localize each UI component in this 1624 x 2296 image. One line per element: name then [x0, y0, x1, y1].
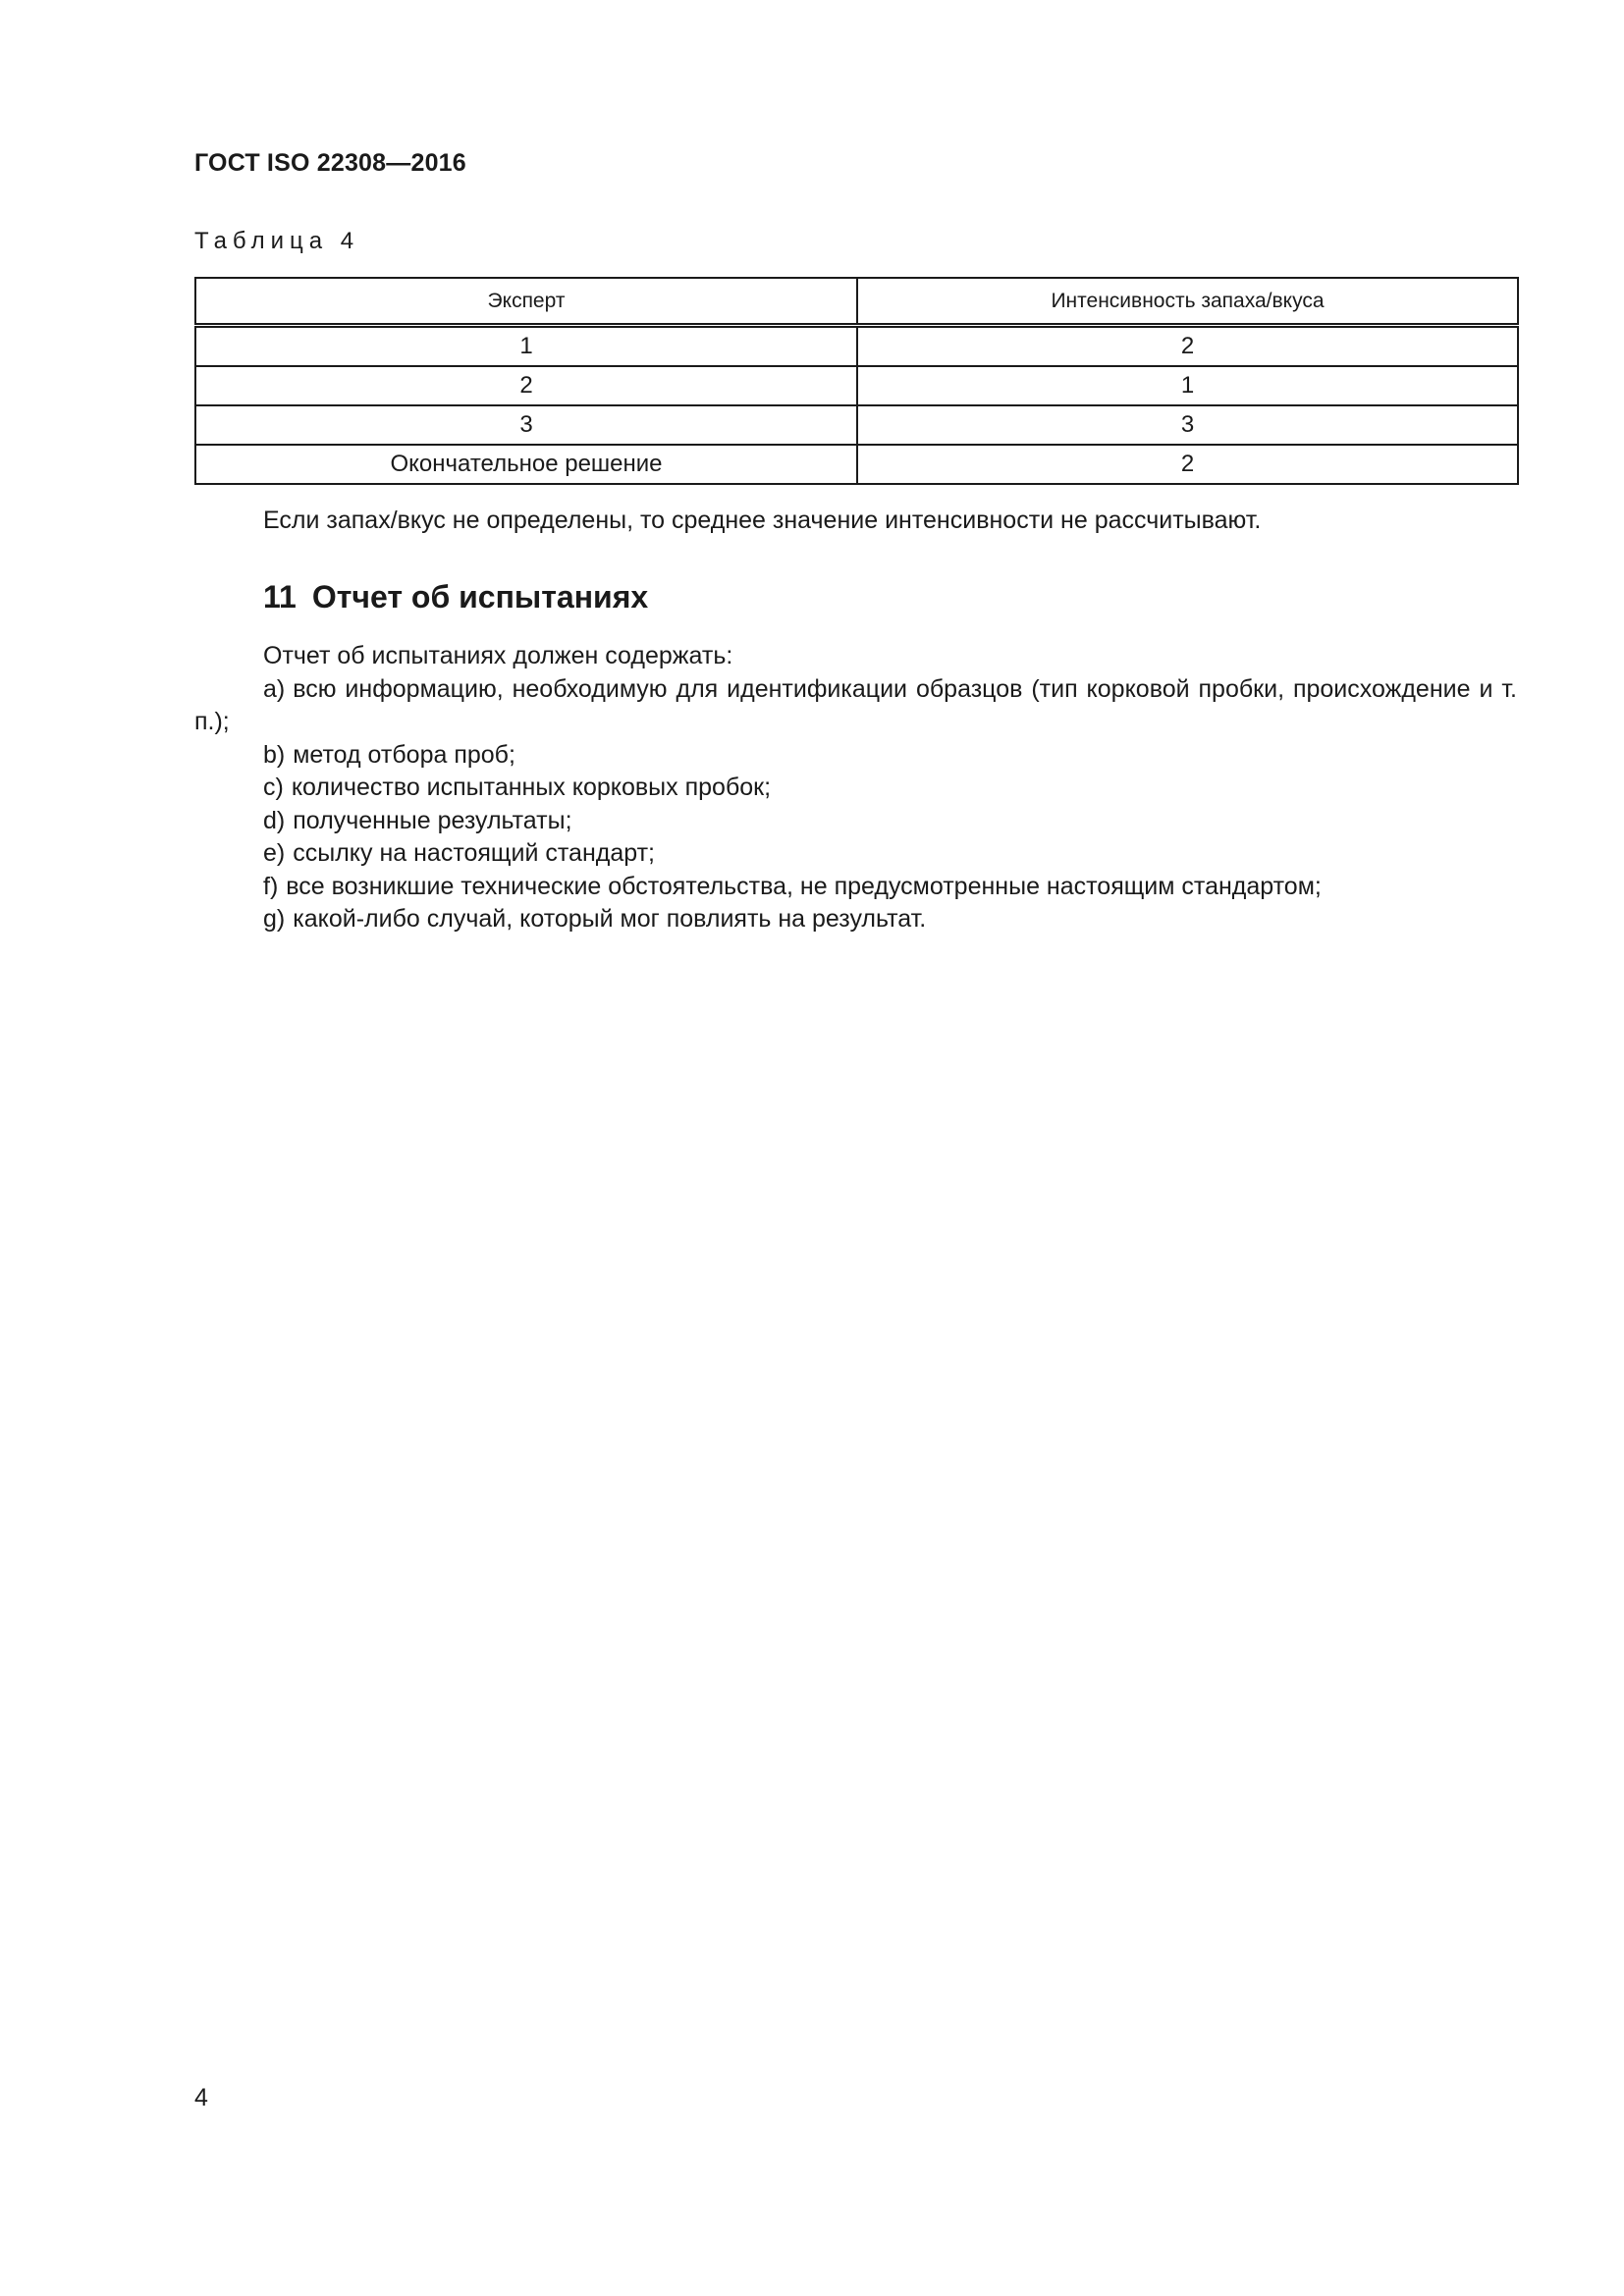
document-header: ГОСТ ISO 22308—2016: [194, 149, 466, 177]
page-number: 4: [194, 2084, 208, 2111]
table-cell-intensity: 2: [857, 445, 1518, 484]
list-item: [194, 903, 1517, 936]
section-title-text: Отчет об испытаниях: [311, 579, 649, 614]
intensity-table: [194, 277, 1519, 485]
list-marker: d): [263, 806, 286, 834]
table-note: Если запах/вкус не определены, то среднее значение интенсивности не рассчитывают.: [263, 507, 1262, 534]
section-number: 11: [263, 579, 297, 614]
list-item-text: всю информацию, необходимую для идентификации образцов (тип корковой пробки, происхождение и т. п.);: [194, 674, 1517, 735]
table-row: [195, 326, 1518, 367]
list-item-text: метод отбора проб;: [293, 740, 515, 769]
list-marker: g): [263, 905, 286, 933]
table-header-row: [195, 278, 1518, 326]
list-marker: a): [263, 674, 286, 703]
list-item-text: ссылку на настоящий стандарт;: [293, 839, 655, 867]
table-cell-expert: Окончательное решение: [195, 445, 857, 484]
list-marker: c): [263, 774, 284, 801]
column-header-expert: Эксперт: [195, 278, 857, 326]
table-cell-expert: 1: [195, 326, 857, 367]
table-row: [195, 366, 1518, 405]
section-heading: [263, 579, 648, 615]
list-item: [194, 772, 1517, 805]
list-item: [194, 805, 1517, 838]
table-cell-intensity: 1: [857, 366, 1518, 405]
list-item-text: все возникшие технические обстоятельства, не предусмотренные настоящим стандартом;: [286, 872, 1322, 900]
list-marker: e): [263, 839, 286, 867]
table-cell-expert: 3: [195, 405, 857, 445]
list-marker: f): [263, 872, 279, 900]
report-intro: Отчет об испытаниях должен содержать:: [263, 642, 733, 669]
list-marker: b): [263, 740, 286, 769]
list-item-text: полученные результаты;: [293, 806, 572, 834]
table-cell-expert: 2: [195, 366, 857, 405]
list-item: [194, 739, 1517, 773]
list-item: [194, 837, 1517, 871]
list-item-text: количество испытанных корковых пробок;: [291, 774, 772, 801]
list-item: [194, 871, 1517, 904]
table-row: [195, 445, 1518, 484]
column-header-intensity: Интенсивность запаха/вкуса: [857, 278, 1518, 326]
table-row: [195, 405, 1518, 445]
list-item-text: какой-либо случай, который мог повлиять на результат.: [293, 905, 927, 933]
table-cell-intensity: 2: [857, 326, 1518, 367]
report-requirements: [194, 640, 1517, 936]
list-item: [194, 673, 1517, 739]
table-caption: Таблица 4: [194, 228, 360, 254]
table-cell-intensity: 3: [857, 405, 1518, 445]
